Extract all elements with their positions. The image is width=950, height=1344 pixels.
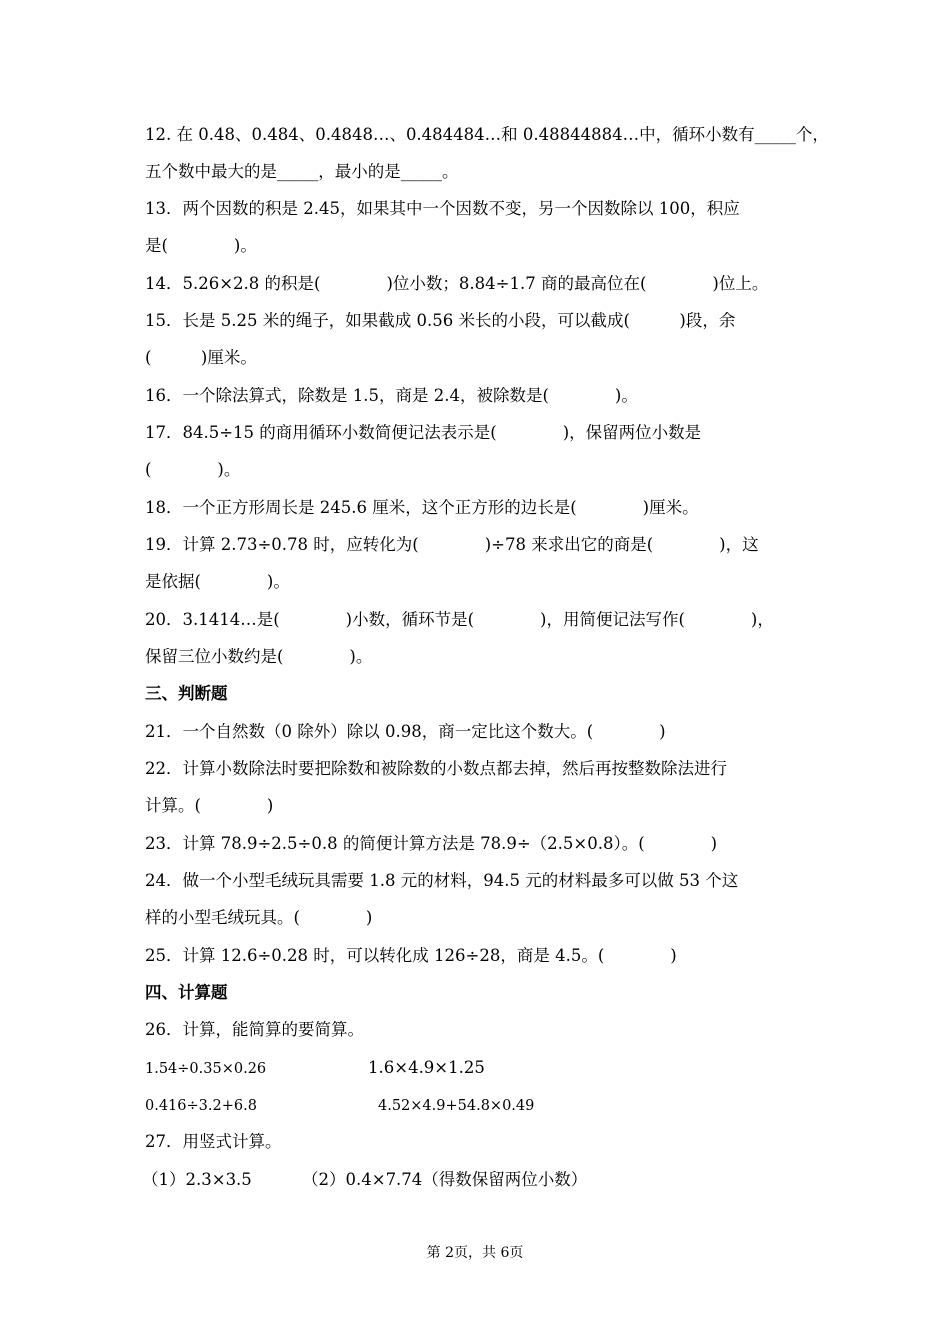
q13-line1: 13．两个因数的积是 2.45，如果其中一个因数不变，另一个因数除以 100，积应	[145, 199, 740, 218]
q20-line1: 20．3.1414…是( )小数，循环节是( )，用简便记法写作( )，	[145, 610, 774, 629]
q26-expr-2: 1.6×4.9×1.25	[368, 1058, 485, 1077]
q21-line1: 21．一个自然数（0 除外）除以 0.98，商一定比这个数大。( )	[145, 722, 666, 741]
q26-title: 26．计算，能简算的要简算。	[145, 1020, 364, 1039]
q14-line1: 14．5.26×2.8 的积是( )位小数；8.84÷1.7 商的最高位在( )位上。	[145, 274, 769, 293]
q19-line2: 是依据( )。	[145, 572, 290, 591]
section-3-heading: 三、判断题	[145, 684, 228, 703]
q18-line1: 18．一个正方形周长是 245.6 厘米，这个正方形的边长是( )厘米。	[145, 498, 699, 517]
q24-line2: 样的小型毛绒玩具。( )	[145, 908, 373, 927]
q27-item-1: （1）2.3×3.5	[142, 1170, 252, 1189]
q22-line2: 计算。( )	[145, 796, 274, 815]
q26-expr-4: 4.52×4.9+54.8×0.49	[378, 1098, 535, 1114]
section-4-heading: 四、计算题	[145, 983, 228, 1002]
page-footer: 第 2页，共 6页	[426, 1245, 524, 1261]
q26-expr-1: 1.54÷0.35×0.26	[145, 1061, 267, 1077]
q15-line2: ( )厘米。	[145, 348, 257, 367]
q15-line1: 15．长是 5.25 米的绳子，如果截成 0.56 米长的小段，可以截成( )段，余	[145, 311, 736, 330]
q12-line2: 五个数中最大的是_____，最小的是_____。	[145, 162, 459, 181]
q27-title: 27．用竖式计算。	[145, 1132, 282, 1151]
q26-expr-3: 0.416÷3.2+6.8	[145, 1098, 257, 1114]
q24-line1: 24．做一个小型毛绒玩具需要 1.8 元的材料，94.5 元的材料最多可以做 53 个这	[145, 871, 739, 890]
q27-item-2: （2）0.4×7.74（得数保留两位小数）	[302, 1170, 588, 1189]
q16-line1: 16．一个除法算式，除数是 1.5，商是 2.4，被除数是( )。	[145, 386, 638, 405]
q17-line2: ( )。	[145, 460, 241, 479]
q17-line1: 17．84.5÷15 的商用循环小数简便记法表示是( )，保留两位小数是	[145, 423, 702, 442]
q13-line2: 是( )。	[145, 236, 257, 255]
q12-line1: 12. 在 0.48、0.484、0.4848…、0.484484…和 0.48844884…中，循环小数有_____个，	[145, 125, 829, 144]
q19-line1: 19．计算 2.73÷0.78 时，应转化为( )÷78 来求出它的商是( )，这	[145, 535, 759, 554]
q20-line2: 保留三位小数约是( )。	[145, 647, 373, 666]
q25-line1: 25．计算 12.6÷0.28 时，可以转化成 126÷28，商是 4.5。( )	[145, 946, 677, 965]
q23-line1: 23．计算 78.9÷2.5÷0.8 的简便计算方法是 78.9÷（2.5×0.8）。( )	[145, 834, 718, 853]
q22-line1: 22．计算小数除法时要把除数和被除数的小数点都去掉，然后再按整数除法进行	[145, 759, 727, 778]
